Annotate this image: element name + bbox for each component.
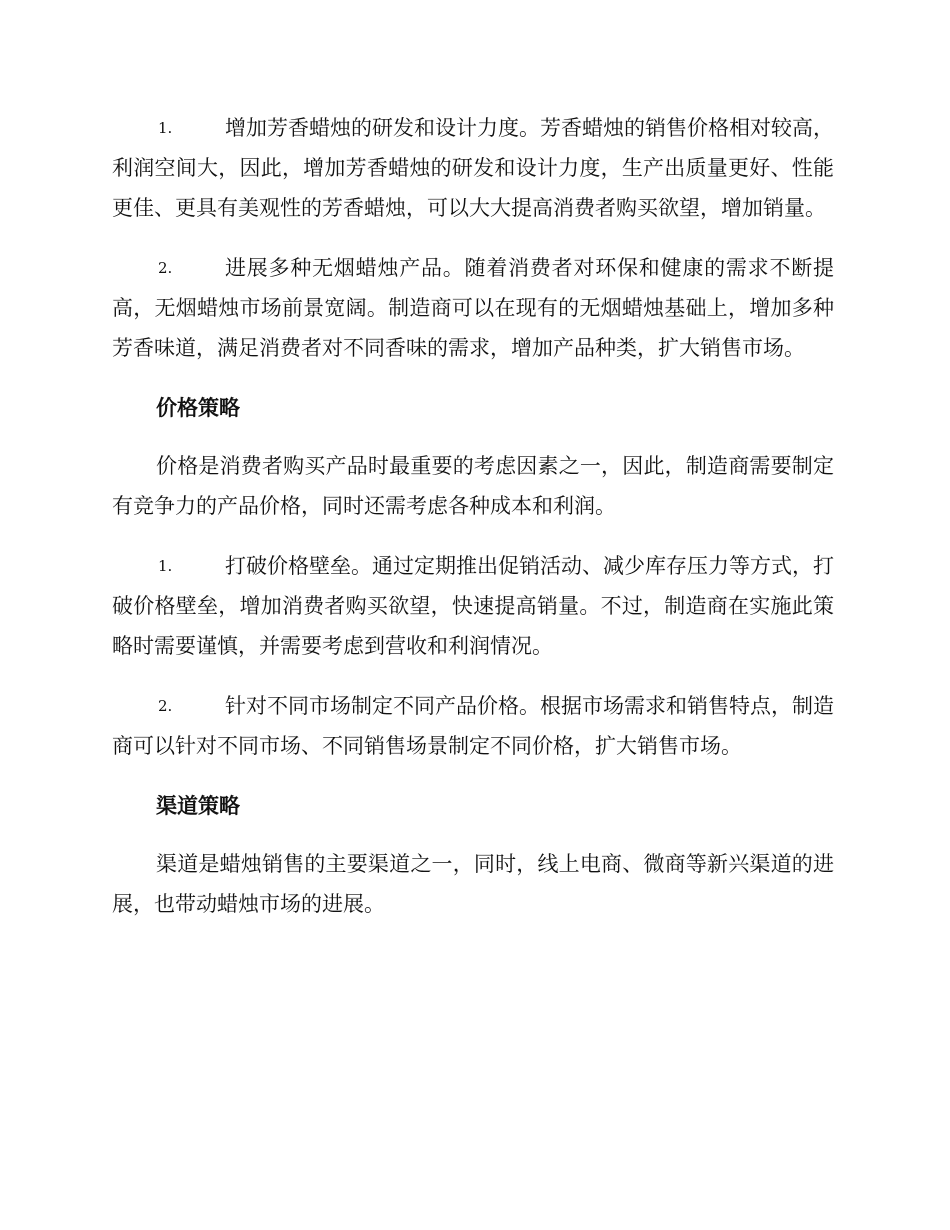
price-strategy-intro: 价格是消费者购买产品时最重要的考虑因素之一，因此，制造商需要制定有竞争力的产品价格，同时还需考虑各种成本和利润。 [112,454,834,518]
price-strategy-heading: 价格策略 [156,395,240,420]
list-item-number: 2. [158,259,173,277]
list-item-number: 2. [158,697,173,715]
list-item-text: 针对不同市场制定不同产品价格。根据市场需求和销售特点，制造商可以针对不同市场、不同销售场景制定不同价格，扩大销售市场。 [112,694,834,758]
channel-strategy-heading: 渠道策略 [156,793,240,818]
list-item-number: 1. [158,119,173,137]
list-item-number: 1. [158,557,173,575]
price-list-item [112,546,834,666]
channel-strategy-intro: 渠道是蜡烛销售的主要渠道之一，同时，线上电商、微商等新兴渠道的进展，也带动蜡烛市场的进展。 [112,852,834,916]
document-page [112,108,834,944]
list-item-text: 增加芳香蜡烛的研发和设计力度。芳香蜡烛的销售价格相对较高，利润空间大，因此，增加芳香蜡烛的研发和设计力度，生产出质量更好、性能更佳、更具有美观性的芳香蜡烛，可以大大提高消费者购买欲望，增加销量。 [112,116,834,220]
price-list-item [112,686,834,766]
product-list-item [112,108,834,228]
list-item-text: 打破价格壁垒。通过定期推出促销活动、减少库存压力等方式，打破价格壁垒，增加消费者购买欲望，快速提高销量。不过，制造商在实施此策略时需要谨慎，并需要考虑到营收和利润情况。 [112,554,834,658]
product-list-item [112,248,834,368]
list-item-text: 进展多种无烟蜡烛产品。随着消费者对环保和健康的需求不断提高，无烟蜡烛市场前景宽阔。制造商可以在现有的无烟蜡烛基础上，增加多种芳香味道，满足消费者对不同香味的需求，增加产品种类，扩大销售市场。 [112,256,834,360]
